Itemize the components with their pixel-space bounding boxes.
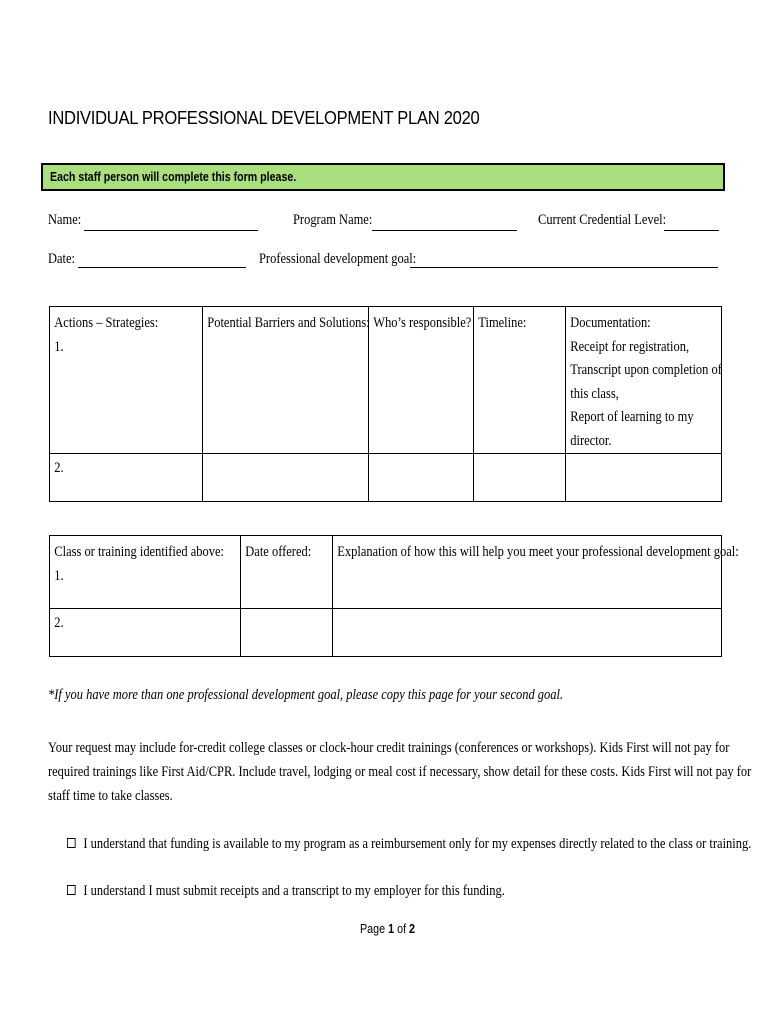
- checkbox-icon[interactable]: [67, 838, 76, 848]
- checkbox-label: I understand I must submit receipts and a transcript to my employer for this funding.: [83, 883, 505, 899]
- documentation-line: this class,: [570, 385, 619, 402]
- funding-acknowledgement: [67, 836, 751, 853]
- date-field[interactable]: [78, 267, 246, 268]
- table-row: [50, 307, 722, 454]
- timeline-cell[interactable]: [474, 307, 566, 454]
- barriers-cell[interactable]: [203, 454, 369, 502]
- row-number: 1.: [54, 338, 64, 355]
- plan-table: [49, 306, 722, 502]
- table-row: [50, 536, 722, 609]
- paragraph-line: required trainings like First Aid/CPR. Include travel, lodging or meal cost if necessary, show detail for these costs. Kids First will not pay for: [48, 764, 752, 780]
- responsible-cell[interactable]: [369, 454, 474, 502]
- actions-cell[interactable]: [50, 454, 203, 502]
- actions-cell[interactable]: [50, 307, 203, 454]
- training-table: [49, 535, 739, 657]
- row-number: 2.: [54, 460, 64, 476]
- date-offered-header: Date offered:: [245, 544, 312, 560]
- date-offered-cell[interactable]: [241, 609, 333, 657]
- documentation-line: Report of learning to my: [570, 409, 694, 425]
- timeline-header: Timeline:: [478, 315, 527, 331]
- credential-level-field[interactable]: [664, 230, 719, 231]
- barriers-header: Potential Barriers and Solutions:: [207, 315, 370, 331]
- pd-goal-field[interactable]: [410, 267, 718, 268]
- class-header: Class or training identified above:: [54, 544, 225, 560]
- copy-page-note: *If you have more than one professional development goal, please copy this page for your second goal.: [48, 687, 564, 703]
- funding-paragraph: [48, 736, 752, 808]
- page-current: 1: [388, 922, 395, 936]
- documentation-cell[interactable]: [566, 454, 722, 502]
- date-label: Date:: [48, 251, 76, 267]
- class-cell[interactable]: [50, 536, 241, 609]
- paragraph-line: staff time to take classes.: [48, 788, 173, 804]
- documentation-line: Receipt for registration,: [570, 338, 690, 355]
- banner-text: Each staff person will complete this form please.: [50, 170, 297, 184]
- table-row: [50, 609, 722, 657]
- page-number: [360, 922, 415, 936]
- barriers-cell[interactable]: [203, 307, 369, 454]
- paragraph-line: Your request may include for-credit college classes or clock-hour credit trainings (conferences or workshops). Kids First will not pay for: [48, 740, 730, 756]
- checkbox-label: I understand that funding is available to my program as a reimbursement only for my expenses directly related to the class or training.: [83, 836, 752, 852]
- program-name-label: Program Name:: [293, 212, 373, 228]
- credential-level-label: Current Credential Level:: [538, 212, 667, 228]
- page-word: Page: [360, 922, 386, 936]
- explanation-cell[interactable]: [333, 609, 722, 657]
- name-label: Name:: [48, 212, 82, 228]
- documentation-line: Transcript upon completion of: [570, 362, 722, 378]
- documentation-line: director.: [570, 432, 612, 449]
- responsible-header: Who’s responsible?: [373, 315, 472, 331]
- documentation-cell[interactable]: [566, 307, 722, 454]
- class-cell[interactable]: [50, 609, 241, 657]
- name-field[interactable]: [84, 230, 258, 231]
- instruction-banner: [41, 163, 725, 191]
- receipts-acknowledgement: [67, 883, 505, 900]
- program-name-field[interactable]: [372, 230, 517, 231]
- pd-goal-label: Professional development goal:: [259, 251, 417, 267]
- of-word: of: [397, 922, 407, 936]
- explanation-header: Explanation of how this will help you meet your professional development goal:: [337, 544, 739, 560]
- page-title: INDIVIDUAL PROFESSIONAL DEVELOPMENT PLAN 2020: [48, 108, 480, 128]
- documentation-header: Documentation:: [570, 315, 651, 331]
- responsible-cell[interactable]: [369, 307, 474, 454]
- row-number: 1.: [54, 567, 64, 584]
- page-total: 2: [409, 922, 416, 936]
- actions-header: Actions – Strategies:: [54, 315, 159, 331]
- table-row: [50, 454, 722, 502]
- timeline-cell[interactable]: [474, 454, 566, 502]
- explanation-cell[interactable]: [333, 536, 739, 609]
- date-offered-cell[interactable]: [241, 536, 333, 609]
- row-number: 2.: [54, 615, 64, 631]
- checkbox-icon[interactable]: [67, 885, 76, 895]
